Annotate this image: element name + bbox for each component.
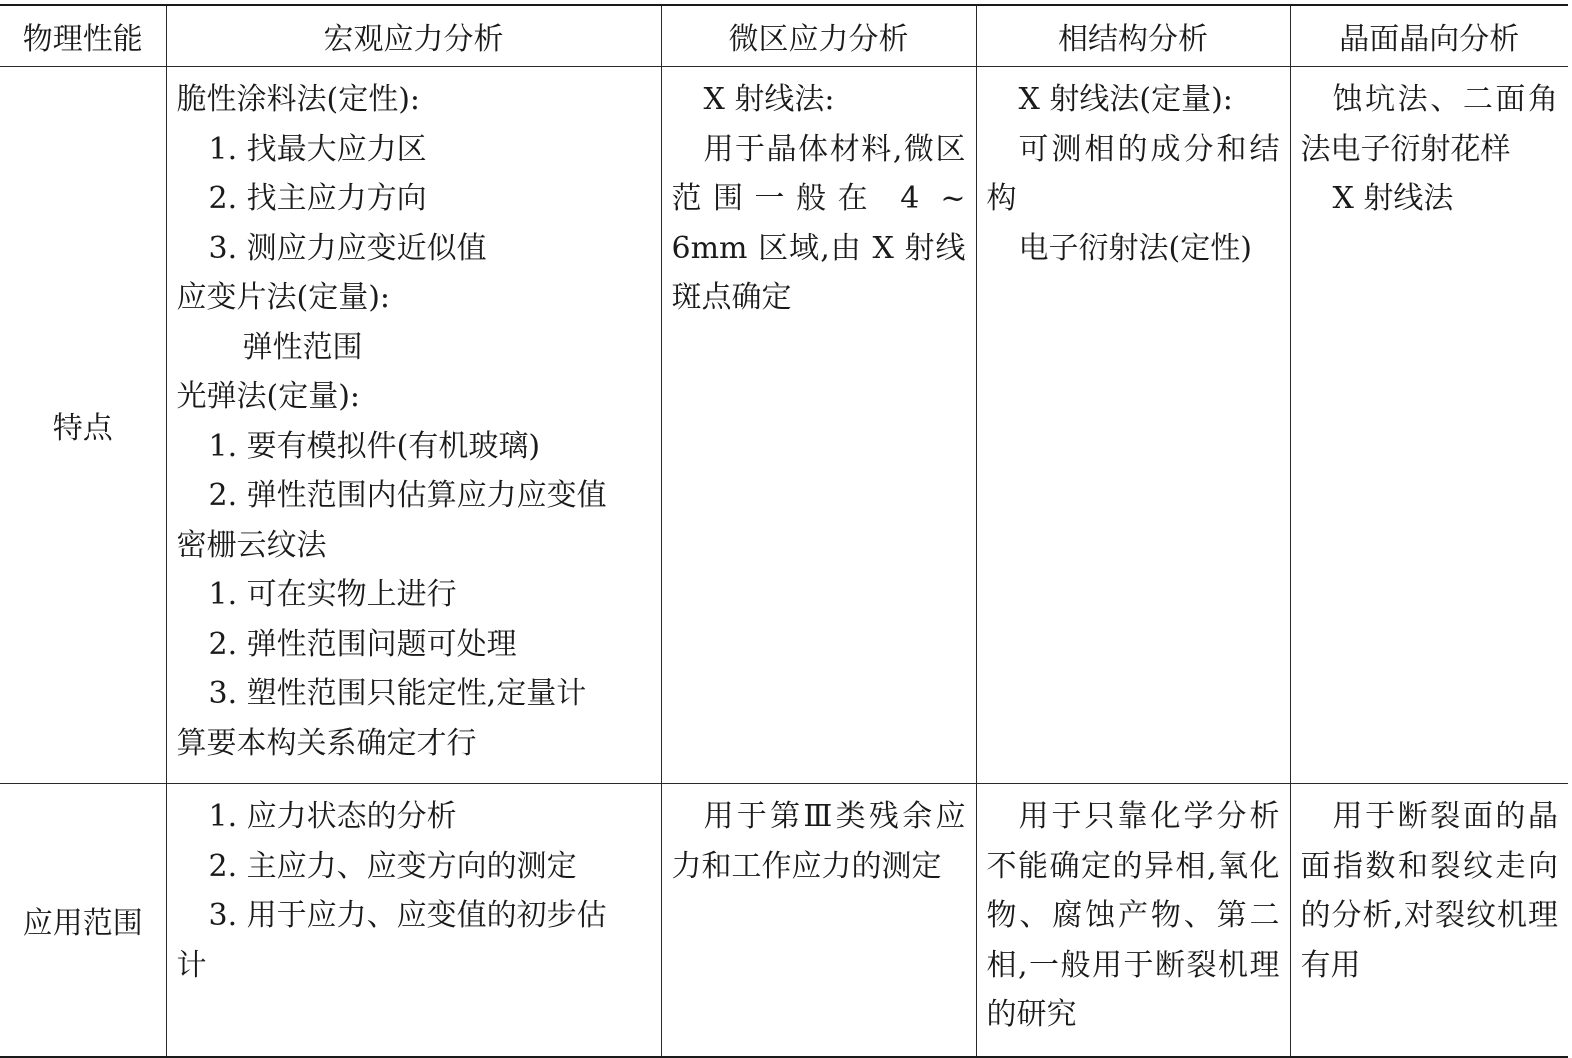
cell-features-macro bbox=[166, 67, 661, 784]
header-macro-stress: 宏观应力分析 bbox=[166, 5, 661, 67]
text-line: 密栅云纹法 bbox=[176, 527, 327, 563]
text-line: 2. 主应力、应变方向的测定 bbox=[208, 848, 577, 884]
row-label-features: 特点 bbox=[0, 67, 166, 784]
table-row-applications bbox=[0, 784, 1568, 1058]
cell-applications-macro bbox=[166, 784, 661, 1058]
text-paragraph: 电子衍射法(定性) bbox=[1018, 230, 1252, 266]
text-line: 1. 应力状态的分析 bbox=[208, 799, 457, 834]
header-micro-stress: 微区应力分析 bbox=[661, 5, 976, 67]
text-line: 1. 找最大应力区 bbox=[208, 131, 427, 167]
text-line: 2. 弹性范围内估算应力应变值 bbox=[208, 478, 607, 513]
text-line: 3. 测应力应变近似值 bbox=[208, 230, 487, 266]
cell-features-crystal bbox=[1290, 67, 1568, 784]
cell-applications-phase bbox=[976, 784, 1290, 1058]
text-line: 1. 要有模拟件(有机玻璃) bbox=[208, 428, 541, 464]
text-line: 3. 塑性范围只能定性,定量计 bbox=[208, 676, 587, 711]
row-label-applications: 应用范围 bbox=[0, 784, 166, 1058]
text-paragraph: 可测相的成分和结构 bbox=[986, 131, 1280, 216]
cell-features-micro bbox=[661, 67, 976, 784]
text-line: 1. 可在实物上进行 bbox=[208, 577, 457, 612]
table-header-row bbox=[0, 5, 1568, 67]
text-line: 2. 找主应力方向 bbox=[208, 181, 427, 216]
text-line: 算要本构关系确定才行 bbox=[176, 725, 477, 761]
text-paragraph: 用于只靠化学分析不能确定的异相,氧化物、腐蚀产物、第二相,一般用于断裂机理的研究 bbox=[986, 799, 1280, 1032]
text-line: 应变片法(定量): bbox=[176, 280, 391, 315]
text-line: 弹性范围 bbox=[242, 329, 363, 365]
text-paragraph: 用于第Ⅲ类残余应力和工作应力的测定 bbox=[671, 799, 966, 884]
cell-applications-crystal bbox=[1290, 784, 1568, 1058]
text-paragraph: 蚀坑法、二面角法电子衍射花样 bbox=[1300, 82, 1558, 167]
text-line: 脆性涂料法(定性): bbox=[176, 82, 421, 117]
text-paragraph: 用于晶体材料,微区范围一般在 4 ~ 6mm 区域,由 X 射线斑点确定 bbox=[671, 131, 966, 315]
text-line: 计 bbox=[176, 947, 207, 983]
text-line: 光弹法(定量): bbox=[176, 379, 361, 414]
text-line: 2. 弹性范围问题可处理 bbox=[208, 626, 517, 662]
cell-applications-micro bbox=[661, 784, 976, 1058]
text-paragraph: X 射线法: bbox=[703, 82, 835, 117]
header-crystal-orientation: 晶面晶向分析 bbox=[1290, 5, 1568, 67]
text-paragraph: 用于断裂面的晶面指数和裂纹走向的分析,对裂纹机理有用 bbox=[1300, 799, 1558, 983]
header-physical-property: 物理性能 bbox=[0, 5, 166, 67]
header-phase-structure: 相结构分析 bbox=[976, 5, 1290, 67]
text-paragraph: X 射线法 bbox=[1332, 181, 1454, 216]
analysis-methods-table bbox=[0, 4, 1568, 1058]
cell-features-phase bbox=[976, 67, 1290, 784]
table-row-features bbox=[0, 67, 1568, 784]
text-line: 3. 用于应力、应变值的初步估 bbox=[208, 898, 607, 933]
text-paragraph: X 射线法(定量): bbox=[1018, 82, 1233, 117]
